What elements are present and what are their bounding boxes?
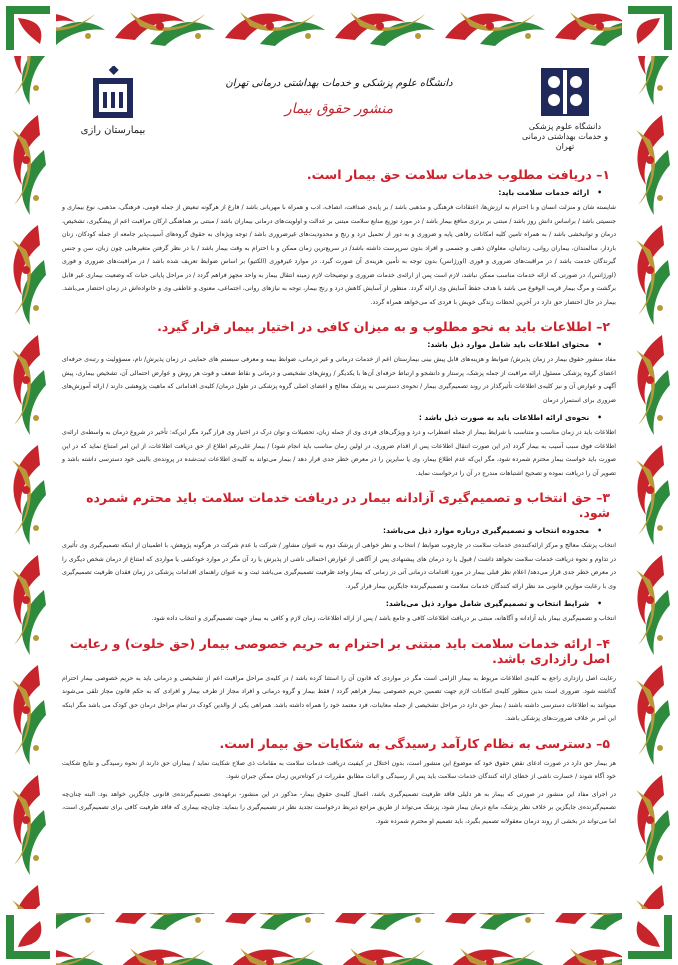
section-1-title: ۱– دریافت مطلوب خدمات سلامت حق بیمار است. [306, 167, 610, 182]
hospital-caption: بیمارستان رازی [80, 125, 146, 136]
section-2-bullet-1: • محتوای اطلاعات باید شامل موارد ذیل باشد: [62, 340, 602, 349]
section-2-paragraph-1: مفاد منشور حقوق بیمار در زمان پذیرش/ ضوابط و هزینه‌های قابل پیش بینی بیمارستان اعم از خدمات درمانی و غیر درمانی، ضوابط بیمه و معرفی سیستم های حمایتی در زمان پذیرش/ نام، مسؤولیت و رتبه‌ی حرفه‌ای اعضای گروه پزشکی مسئول ارائه مراقبت از جمله پزشک، پرستار و دانشجو و ارتباط حرفه‌ای آن‌ها با یکدیگر / روش‌های تشخیصی و درمانی و نقاط ضعف و قوت هر روش و عوارض احتمالی آن، تشخیص بیماری، پیش آگهی و عوارض آن و نیز کلیه‌ی اطلاعات تأثیرگذار در روند تصمیم‌گیری بیمار / نحوه‌ی دسترسی به پزشک معالج و اعضای اصلی گروه پزشکی در طول درمان/ کلیه‌ی اقداماتی که ماهیت پژوهشی دارند / ارائه آموزش‌های ضروری برای استمرار درمان [62, 356, 616, 404]
section-1-paragraph: شایسته شان و منزلت انسان و با احترام به ارزش‌ها، اعتقادات فرهنگی و مذهبی باشد / بر پایه‌ی صداقت، انصاف، ادب و همراه با مهربانی باشد / فارغ از هرگونه تبعیض از جمله قومی، فرهنگی، مذهبی، نوع بیماری و جنسیتی باشد / براساس دانش روز باشد / مبتنی بر برتری منافع بیمار باشد / در مورد توزیع منابع سلامت مبتنی بر عدالت و اولویت‌های درمانی بیماران باشد / مبتنی بر هماهنگی ارکان مراقبت اعم از پیشگیری، تشخیص، درمان و توانبخشی باشد / به همراه تامین کلیه امکانات رفاهی پایه و ضروری و به دور از تحمیل درد و رنج و محدودیت‌های غیرضروری باشد / توجه ویژه‌ای به حقوق گروه‌های آسیب‌پذیر جامعه از جمله کودکان، زنان باردار، سالمندان، بیماران روانی، زندانیان، معلولان ذهنی و جسمی و افراد بدون سرپرست داشته باشد/ در سریع‌ترین زمان ممکن و با احترام به وقت بیمار باشد / با در نظر گرفتن متغیرهایی چون زبان، سن و جنس گیرندگان خدمت باشد / در مراقبت‌های ضروری و فوری (اورژانس) بدون توجه به تأمین هزینه‌ی آن صورت گیرد. در موارد غیرفوری (الکتیو) بر اساس ضوابط تعریف شده باشد / در مراقبت‌های ضروری و فوری (اورژانس)، در صورتی که ارائه خدمات مناسب ممکن نباشد، لازم است پس از ارائه‌ی خدمات ضروری و توضیحات لازم زمینه انتقال بیمار به واحد مجهز فراهم گردد / در مراحل پایانی حیات که وضعیت بیماری غیر قابل برگشت و مرگ بیمار قریب الوقوع می باشد با هدف حفظ آسایش وی ارائه گردد. منظور از آسایش کاهش درد و رنج بیمار، توجه به نیازهای روانی، اجتماعی، معنوی و عاطفی وی و خانواده‌اش در زمان احتضار می‌باشد. بیمار در حال احتضار حق دارد در آخرین لحظات زندگی خویش با فردی که می‌خواهد همراه گردد. [61, 204, 616, 306]
section-5-paragraph-1: هر بیمار حق دارد در صورت ادعای نقض حقوق خود که موضوع این منشور است، بدون اختلال در کیفیت دریافت خدمات سلامت به مقامات ذی صلاح شکایت نماید / بیماران حق دارند از نحوه رسیدگی و نتایج شکایت خود آگاه شوند / خسارت ناشی از خطای ارائه کنندگان خدمات سلامت باید پس از رسیدگی و اثبات مطابق مقررات در کوتاه‌ترین زمان ممکن جبران شود. [62, 759, 616, 780]
tums-logo [520, 66, 610, 152]
section-4-title: ۴– ارائه خدمات سلامت باید مبتنی بر احترام به حریم خصوصی بیمار (حق خلوت) و رعایت اصل رازداری باشد. [69, 635, 610, 666]
section-3-bullet-1: • محدوده انتخاب و تصمیم‌گیری درباره موارد ذیل می‌باشد: [62, 526, 602, 535]
university-title: دانشگاه علوم پزشکی و خدمات بهداشتی درمانی تهران [225, 78, 453, 89]
border-bottom [0, 913, 678, 965]
charter-title: منشور حقوق بیمار [284, 101, 394, 117]
document-header [58, 58, 620, 163]
section-3 [62, 490, 616, 626]
section-2 [62, 319, 616, 480]
section-3-paragraph-1: انتخاب پزشک معالج و مرکز ارائه‌کننده‌ی خدمات سلامت در چارچوب ضوابط / انتخاب و نظر خواهی از پزشک دوم به عنوان مشاور / شرکت یا عدم شرکت در هرگونه پژوهش، با اطمینان از اینکه تصمیم‌گیری وی تأثیری در تداوم و نحوه دریافت خدمات سلامت نخواهد داشت / قبول یا رد درمان های پیشنهادی پس از آگاهی از عوارض احتمالی ناشی از پذیرش یا رد آن مگر در موارد خودکشی یا مواردی که امتناع از درمان شخص دیگری را در معرض خطر جدی قرار می‌دهد/ اعلام نظر قبلی بیمار در مورد اقدامات درمانی آتی در زمانی که بیمار واجد ظرفیت تصمیم‌گیری می‌باشد ثبت و به عنوان راهنمای اقدامات پزشکی در زمان فقدان ظرفیت تصمیم‌گیری وی با رعایت موازین قانونی مد نظر ارائه کنندگان خدمات سلامت و تصمیم‌گیرنده جایگزین بیمار قرار گیرد. [62, 542, 616, 590]
section-5-title: ۵– دسترسی به نظام کارآمد رسیدگی به شکایات حق بیمار است. [219, 735, 610, 751]
patient-rights-charter [58, 58, 620, 908]
section-4 [62, 636, 616, 726]
section-3-title: ۳– حق انتخاب و تصمیم‌گیری آزادانه بیمار در دریافت خدمات سلامت باید محترم شمرده شود. [86, 490, 610, 520]
section-5-paragraph-2: در اجرای مفاد این منشور در صورتی که بیمار به هر دلیلی فاقد ظرفیت تصمیم‌گیری باشد، اعمال کلیه‌ی حقوق بیمار- مذکور در این منشور- برعهده‌ی تصمیم‌گیرنده‌ی قانونی جایگزین خواهد بود. البته چنان‌چه تصمیم‌گیرنده‌ی جایگزین بر خلاف نظر پزشک، مانع درمان بیمار شود، پزشک می‌تواند از طریق مراجع ذیربط درخواست تجدید نظر در تصمیم‌گیری را بنماید. چنان‌چه بیماری که فاقد ظرفیت کافی برای تصمیم‌گیری است، اما می‌تواند در بخشی از روند درمان معقولانه تصمیم بگیرد، باید تصمیم او محترم شمرده شود. [62, 790, 616, 825]
section-2-bullet-2: • نحوه‌ی ارائه اطلاعات باید به صورت ذیل باشد : [62, 413, 602, 422]
section-3-paragraph-2: انتخاب و تصمیم‌گیری بیمار باید آزادانه و آگاهانه، مبتنی بر دریافت اطلاعات کافی و جامع باشد / پس از ارائه اطلاعات، زمان لازم و کافی به بیمار جهت تصمیم‌گیری و انتخاب داده شود. [151, 615, 616, 622]
border-right [626, 0, 678, 965]
tums-caption-line2: و خدمات بهداشتی درمانی تهران [521, 132, 609, 151]
charter-content [58, 167, 620, 828]
border-left [0, 0, 52, 965]
section-1-bullet-1: • ارائه خدمات سلامت باید: [62, 188, 602, 197]
razi-hospital-logo [68, 66, 158, 136]
section-2-paragraph-2: اطلاعات باید در زمان مناسب و متناسب با شرایط بیمار از جمله اضطراب و درد و ویژگی‌های فردی وی از جمله زبان، تحصیلات و توان درک در اختیار وی قرار گیرد مگر این‌که: تأخیر در شروع درمان به واسطه‌ی ارائه‌ی اطلاعات فوق سبب آسیب به بیمار گردد (در این صورت انتقال اطلاعات پس از اقدام ضروری، در اولین زمان مناسب باید انجام شود) / بیمار علی‌رغم اطلاع از حق دریافت اطلاعات، از این امر امتناع نماید که در این صورت باید خواست بیمار محترم شمرده شود، مگر این‌که عدم اطلاع بیمار، وی یا سایرین را در معرض خطر جدی قرار دهد / بیمار می‌تواند به کلیه‌ی اطلاعات ثبت‌شده در پرونده‌ی بالینی خود دسترسی داشته باشد و تصویر آن را دریافت نموده و تصحیح اشتباهات مندرج در آن را درخواست نماید. [62, 429, 616, 477]
section-5 [62, 736, 616, 829]
border-top [0, 0, 678, 52]
header-center [208, 78, 470, 117]
section-1 [62, 167, 616, 309]
tums-caption-line1: دانشگاه علوم پزشکی [528, 122, 602, 131]
section-3-bullet-2: • شرایط انتخاب و تصمیم‌گیری شامل موارد ذیل می‌باشد: [62, 599, 602, 608]
section-2-title: ۲– اطلاعات باید به نحو مطلوب و به میزان کافی در اختیار بیمار قرار گیرد. [157, 319, 610, 334]
section-4-paragraph: رعایت اصل رازداری راجع به کلیه‌ی اطلاعات مربوط به بیمار الزامی است مگر در مواردی که قانون آن را استثنا کرده باشد / در کلیه‌ی مراحل مراقبت اعم از تشخیصی و درمانی باید به حریم خصوصی بیمار احترام گذاشته شود. ضروری است بدین منظور کلیه‌ی امکانات لازم جهت تضمین حریم خصوصی بیمار فراهم گردد / فقط بیمار و گروه درمانی و افراد مجاز از طرف بیمار و افرادی که به حکم قانون مجاز تلقی می‌شوند میتوانند به اطلاعات دسترسی داشته باشند / بیمار حق دارد در مراحل تشخیصی از جمله معاینات، فرد معتمد خود را همراه داشته باشد. همراهی یکی از والدین کودک در تمام مراحل درمان حق کودک می باشد مگر اینکه این امر بر خلاف ضرورت‌های پزشکی باشد. [62, 674, 616, 722]
university-emblem-icon [539, 66, 591, 118]
hospital-emblem-icon [91, 66, 135, 122]
